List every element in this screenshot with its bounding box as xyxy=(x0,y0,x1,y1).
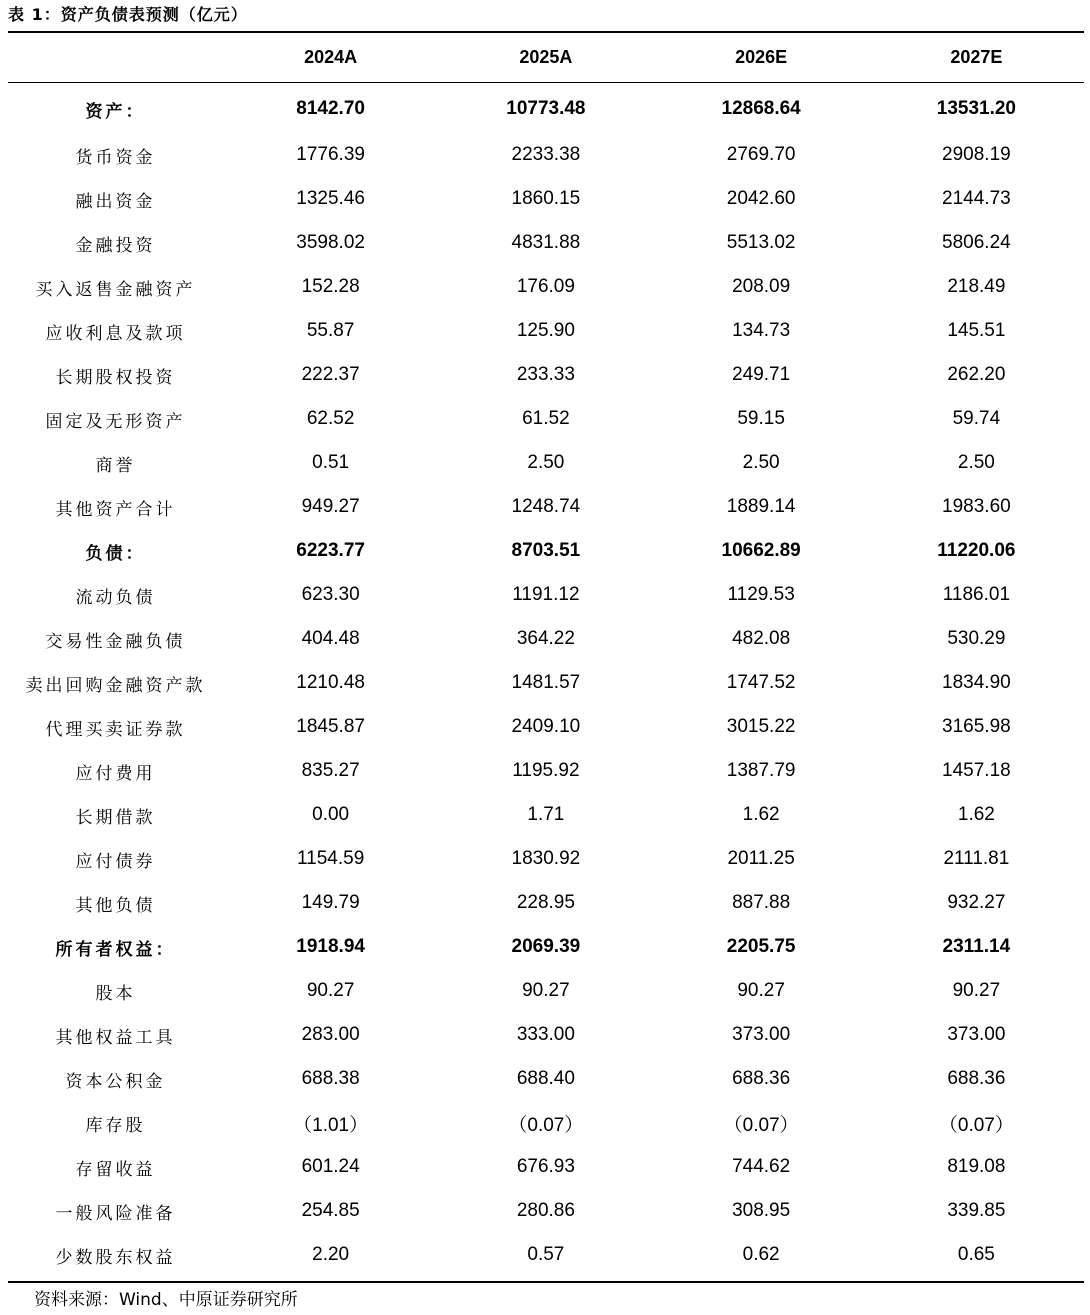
value-cell: 2769.70 xyxy=(726,144,796,165)
value-cell: （0.07） xyxy=(723,1114,799,1136)
value-cell: 601.24 xyxy=(301,1156,360,1177)
value-cell: 3165.98 xyxy=(942,716,1011,737)
bottom-rule xyxy=(8,1281,1084,1283)
table-row xyxy=(8,661,1084,705)
row-label: 库存股 xyxy=(85,1115,146,1136)
table-row xyxy=(8,265,1084,309)
row-label: 资本公积金 xyxy=(65,1071,166,1092)
table-row xyxy=(8,221,1084,265)
value-cell: 1889.14 xyxy=(726,496,796,517)
value-cell: 1248.74 xyxy=(511,496,581,517)
value-cell: 3598.02 xyxy=(296,232,365,253)
value-cell: 249.71 xyxy=(732,364,791,385)
value-cell: 125.90 xyxy=(516,320,575,341)
row-label: 流动负债 xyxy=(75,587,156,608)
value-cell: 222.37 xyxy=(301,364,360,385)
row-label: 其他权益工具 xyxy=(55,1027,176,1048)
balance-sheet-table xyxy=(8,33,1084,1277)
row-label: 负债： xyxy=(85,543,146,564)
value-cell: 0.00 xyxy=(312,804,350,825)
value-cell: 364.22 xyxy=(516,628,575,649)
table-row xyxy=(8,705,1084,749)
value-cell: 0.51 xyxy=(312,452,350,473)
value-cell: 2233.38 xyxy=(511,144,581,165)
value-cell: 1481.57 xyxy=(511,672,581,693)
row-label: 商誉 xyxy=(95,455,136,476)
value-cell: 333.00 xyxy=(516,1024,575,1045)
section-row xyxy=(8,925,1084,969)
section-row xyxy=(8,85,1084,133)
value-cell: （0.07） xyxy=(508,1114,584,1136)
table-row xyxy=(8,573,1084,617)
row-label: 股本 xyxy=(95,983,136,1004)
value-cell: 10662.89 xyxy=(721,540,801,561)
value-cell: 228.95 xyxy=(516,892,575,913)
value-cell: 55.87 xyxy=(306,320,355,341)
row-label: 买入返售金融资产 xyxy=(35,279,196,300)
value-cell: （1.01） xyxy=(293,1114,369,1136)
table-row xyxy=(8,749,1084,793)
value-cell: 1457.18 xyxy=(942,760,1011,781)
table-row xyxy=(8,1233,1084,1277)
row-label: 应收利息及款项 xyxy=(45,323,186,344)
value-cell: 1154.59 xyxy=(296,848,365,869)
value-cell: 2908.19 xyxy=(942,144,1011,165)
value-cell: 90.27 xyxy=(737,980,785,1001)
value-cell: 1387.79 xyxy=(726,760,796,781)
table-row xyxy=(8,969,1084,1013)
row-label: 其他资产合计 xyxy=(55,499,176,520)
value-cell: 2311.14 xyxy=(942,936,1011,957)
value-cell: 1191.12 xyxy=(512,584,580,605)
source-note: 资料来源：Wind、中原证券研究所 xyxy=(34,1290,298,1310)
value-cell: 8703.51 xyxy=(511,540,581,561)
value-cell: 3015.22 xyxy=(726,716,796,737)
value-cell: 1129.53 xyxy=(727,584,795,605)
value-cell: 134.73 xyxy=(732,320,791,341)
value-cell: 482.08 xyxy=(732,628,791,649)
value-cell: 2205.75 xyxy=(726,936,796,957)
value-cell: 2409.10 xyxy=(511,716,581,737)
value-cell: 2.50 xyxy=(742,452,780,473)
row-label: 所有者权益： xyxy=(55,939,176,960)
header-cell: 2027E xyxy=(950,47,1003,67)
value-cell: 0.57 xyxy=(527,1244,565,1265)
value-cell: 308.95 xyxy=(732,1200,791,1221)
row-label: 应付费用 xyxy=(75,763,156,784)
row-label: 长期股权投资 xyxy=(55,367,176,388)
header-row xyxy=(8,33,1084,82)
value-cell: 262.20 xyxy=(947,364,1006,385)
table-row xyxy=(8,617,1084,661)
row-label: 金融投资 xyxy=(75,235,156,256)
value-cell: 1747.52 xyxy=(726,672,796,693)
table-row xyxy=(8,309,1084,353)
table-row xyxy=(8,485,1084,529)
value-cell: 339.85 xyxy=(947,1200,1006,1221)
row-label: 应付债券 xyxy=(75,851,156,872)
value-cell: 688.38 xyxy=(301,1068,360,1089)
value-cell: 13531.20 xyxy=(936,98,1016,119)
value-cell: 62.52 xyxy=(306,408,355,429)
value-cell: 1845.87 xyxy=(296,716,365,737)
table-row xyxy=(8,1101,1084,1145)
value-cell: 530.29 xyxy=(947,628,1006,649)
value-cell: 688.36 xyxy=(947,1068,1006,1089)
header-cell: 2024A xyxy=(304,47,358,67)
value-cell: 1860.15 xyxy=(511,188,581,209)
value-cell: 59.74 xyxy=(952,408,1001,429)
value-cell: 5806.24 xyxy=(942,232,1011,253)
value-cell: 254.85 xyxy=(301,1200,360,1221)
table-row xyxy=(8,881,1084,925)
value-cell: 1918.94 xyxy=(296,936,365,957)
table-row xyxy=(8,397,1084,441)
row-label: 少数股东权益 xyxy=(55,1247,176,1268)
value-cell: 90.27 xyxy=(952,980,1001,1001)
value-cell: 1.71 xyxy=(527,804,565,825)
table-row xyxy=(8,793,1084,837)
value-cell: 283.00 xyxy=(301,1024,360,1045)
section-row xyxy=(8,529,1084,573)
value-cell: 688.40 xyxy=(516,1068,575,1089)
row-label: 存留收益 xyxy=(75,1159,156,1180)
row-label: 代理买卖证券款 xyxy=(45,719,186,740)
value-cell: 176.09 xyxy=(516,276,575,297)
row-label: 一般风险准备 xyxy=(55,1203,176,1224)
header-cell: 2025A xyxy=(519,47,573,67)
value-cell: 2042.60 xyxy=(726,188,796,209)
table-row xyxy=(8,1189,1084,1233)
value-cell: 90.27 xyxy=(306,980,355,1001)
value-cell: 2.50 xyxy=(957,452,995,473)
row-label: 资产： xyxy=(85,101,146,122)
value-cell: 373.00 xyxy=(732,1024,791,1045)
value-cell: 0.65 xyxy=(957,1244,995,1265)
value-cell: 6223.77 xyxy=(296,540,365,561)
table-row xyxy=(8,441,1084,485)
value-cell: 2011.25 xyxy=(727,848,795,869)
value-cell: 688.36 xyxy=(732,1068,791,1089)
value-cell: 61.52 xyxy=(522,408,570,429)
value-cell: 623.30 xyxy=(301,584,360,605)
table-row xyxy=(8,1145,1084,1189)
value-cell: 744.62 xyxy=(732,1156,791,1177)
table-row xyxy=(8,177,1084,221)
value-cell: 152.28 xyxy=(301,276,360,297)
value-cell: 5513.02 xyxy=(726,232,796,253)
value-cell: 373.00 xyxy=(947,1024,1006,1045)
value-cell: 145.51 xyxy=(947,320,1006,341)
table-row xyxy=(8,133,1084,177)
value-cell: 2.50 xyxy=(527,452,565,473)
table-row xyxy=(8,353,1084,397)
value-cell: 208.09 xyxy=(732,276,791,297)
value-cell: 4831.88 xyxy=(511,232,581,253)
value-cell: 149.79 xyxy=(301,892,360,913)
row-label: 其他负债 xyxy=(75,895,156,916)
value-cell: 1325.46 xyxy=(296,188,365,209)
value-cell: 8142.70 xyxy=(296,98,365,119)
value-cell: 2.20 xyxy=(312,1244,350,1265)
row-label: 融出资金 xyxy=(75,191,156,212)
value-cell: 1186.01 xyxy=(942,584,1011,605)
value-cell: 59.15 xyxy=(737,408,785,429)
header-cell xyxy=(8,33,223,82)
table-row xyxy=(8,1013,1084,1057)
table-row xyxy=(8,837,1084,881)
value-cell: 819.08 xyxy=(947,1156,1006,1177)
value-cell: 835.27 xyxy=(301,760,360,781)
value-cell: 676.93 xyxy=(516,1156,575,1177)
value-cell: 404.48 xyxy=(301,628,360,649)
row-label: 固定及无形资产 xyxy=(45,411,186,432)
header-cell: 2026E xyxy=(735,47,788,67)
value-cell: 1.62 xyxy=(742,804,780,825)
value-cell: 218.49 xyxy=(947,276,1006,297)
value-cell: 11220.06 xyxy=(937,540,1016,561)
row-label: 货币资金 xyxy=(75,147,156,168)
value-cell: 2069.39 xyxy=(511,936,581,957)
value-cell: 949.27 xyxy=(301,496,360,517)
value-cell: 1210.48 xyxy=(296,672,365,693)
value-cell: 1830.92 xyxy=(511,848,581,869)
row-label: 长期借款 xyxy=(75,807,156,828)
value-cell: 233.33 xyxy=(516,364,575,385)
value-cell: 932.27 xyxy=(947,892,1006,913)
value-cell: 887.88 xyxy=(732,892,791,913)
table-title: 表 1：资产负债表预测（亿元） xyxy=(8,5,248,24)
value-cell: 2111.81 xyxy=(943,848,1010,869)
value-cell: 90.27 xyxy=(522,980,570,1001)
value-cell: （0.07） xyxy=(938,1114,1014,1136)
value-cell: 1983.60 xyxy=(942,496,1011,517)
table-body xyxy=(8,85,1084,1277)
value-cell: 1.62 xyxy=(957,804,995,825)
row-label: 交易性金融负债 xyxy=(45,631,186,652)
value-cell: 10773.48 xyxy=(506,98,586,119)
value-cell: 0.62 xyxy=(742,1244,780,1265)
value-cell: 12868.64 xyxy=(721,98,801,119)
value-cell: 2144.73 xyxy=(942,188,1011,209)
value-cell: 1195.92 xyxy=(512,760,580,781)
value-cell: 280.86 xyxy=(516,1200,575,1221)
value-cell: 1776.39 xyxy=(296,144,365,165)
row-label: 卖出回购金融资产款 xyxy=(25,675,206,696)
value-cell: 1834.90 xyxy=(942,672,1011,693)
table-row xyxy=(8,1057,1084,1101)
